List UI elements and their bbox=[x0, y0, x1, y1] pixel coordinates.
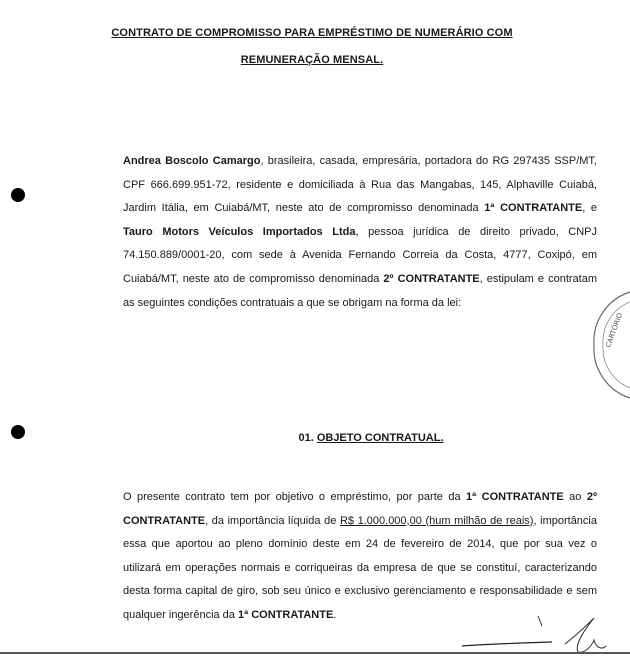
party2-details: , pessoa jurídica de direito privado, CNPJ 74.150.889/0001-20, com sede à Avenida Fernando Correia da Costa, 4777, Coxipó, em Cuiabá/MT, neste ato de compromisso denominada bbox=[123, 225, 597, 285]
loan-amount: R$ 1.000.000,00 (hum milhão de reais) bbox=[339, 514, 534, 527]
section-title: OBJETO CONTRATUAL. bbox=[316, 432, 444, 444]
party1-name: Andrea Boscolo Camargo bbox=[123, 155, 261, 167]
object-text-d: , importância essa que aportou ao pleno domínio deste em 24 de fevereiro de 2014, que por sua vez o utilizará em operações normais e corriqueiras da empresa de que se constituí, caracterizando desta forma capital de giro, sob seu único e exclusivo gerenciamento e responsabilidade e sem qualquer ingerência da bbox=[123, 514, 597, 621]
party2-name: Tauro Motors Veículos Importados Ltda bbox=[123, 225, 356, 238]
object-text-e: . bbox=[333, 608, 337, 621]
object-paragraph bbox=[123, 486, 597, 628]
document-title-line-1: CONTRATO DE COMPROMISSO PARA EMPRÉSTIMO DE NUMERÁRIO COM bbox=[111, 27, 513, 39]
role-first-contractor: 1ª CONTRATANTE bbox=[484, 202, 583, 215]
section-heading bbox=[0, 432, 630, 444]
signature-icon bbox=[460, 610, 610, 656]
role-second-contractor: 2º CONTRATANTE bbox=[383, 272, 480, 285]
role-second-contractor: 2º CONTRATANTE bbox=[123, 491, 598, 527]
hole-punch-mark bbox=[11, 188, 25, 202]
object-text-b: ao bbox=[563, 491, 587, 503]
document-title-line-2: REMUNERAÇÃO MENSAL. bbox=[240, 54, 384, 66]
party1-details: , brasileira, casada, empresária, portadora do RG 297435 SSP/MT, CPF 666.699.951-72, residente e domiciliada à Rua das Mangabas, 145, Alphaville Cuiabá, Jardim Itália, em Cuiabá/MT, neste ato de compromisso denominada bbox=[123, 155, 597, 215]
section-number: 01. bbox=[298, 432, 314, 444]
connector-text: , e bbox=[582, 202, 598, 215]
object-text-a: O presente contrato tem por objetivo o empréstimo, por parte da bbox=[123, 491, 467, 503]
scan-edge-line bbox=[0, 652, 630, 654]
object-text-c: , da importância líquida de bbox=[205, 514, 340, 527]
notary-stamp-icon bbox=[590, 290, 630, 400]
parties-paragraph bbox=[123, 150, 597, 315]
closing-text: , estipulam e contratam as seguintes condições contratuais a que se obrigam na forma da lei: bbox=[123, 272, 597, 309]
role-first-contractor: 1ª CONTRATANTE bbox=[466, 491, 564, 503]
stamp-text: CARTÓRIO bbox=[604, 311, 625, 349]
role-first-contractor-end: 1ª CONTRATANTE bbox=[237, 608, 334, 621]
